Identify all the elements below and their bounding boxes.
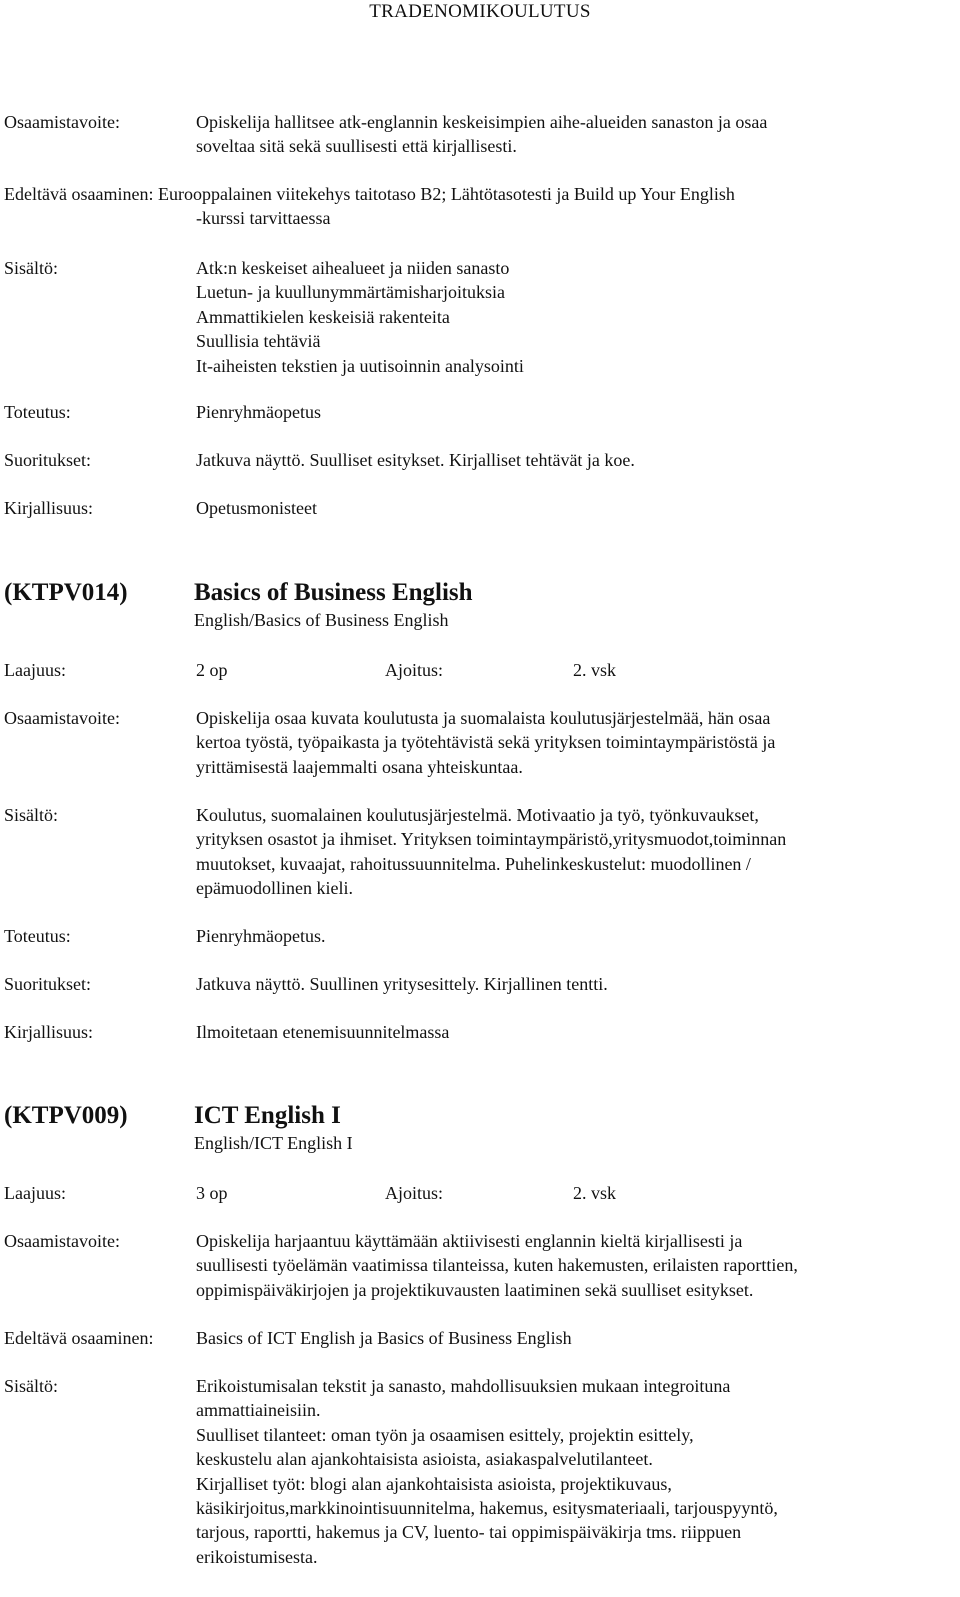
prereq-text-line: Eurooppalainen viitekehys taitotaso B2; Lähtötasotesti ja Build up Your English [157, 184, 735, 204]
text-line: Koulutus, suomalainen koulutusjärjestelmä. Motivaatio ja työ, työnkuvaukset, [196, 805, 759, 825]
content-text [196, 803, 946, 901]
list-item: Luetun- ja kuullunymmärtämisharjoituksia [196, 282, 505, 303]
list-item: Atk:n keskeiset aihealueet ja niiden sanasto [196, 258, 510, 278]
course-title: Basics of Business English [194, 579, 473, 606]
text-line: tarjous, raportti, hakemus ja CV, luento- tai oppimispäiväkirja tms. riippuen [196, 1522, 742, 1543]
text-line: Erikoistumisalan tekstit ja sanasto, mahdollisuuksien mukaan integroituna [196, 1376, 731, 1396]
perf-value: Jatkuva näyttö. Suullinen yritysesittely. Kirjallinen tentti. [196, 974, 608, 994]
timing-value: 2. vsk [573, 1183, 617, 1203]
list-item: Suullisia tehtäviä [196, 331, 321, 352]
text-line: keskustelu alan ajankohtaisista asioista, asiakaspalvelutilanteet. [196, 1449, 653, 1470]
course-title: ICT English I [194, 1102, 341, 1129]
goal-label: Osaamistavoite: [4, 112, 120, 132]
prereq-label: Edeltävä osaaminen: [4, 1328, 154, 1348]
scope-value: 2 op [196, 660, 228, 680]
prereq-block [4, 182, 954, 231]
text-line: Suulliset tilanteet: oman työn ja osaamisen esittely, projektin esittely, [196, 1424, 694, 1445]
text-line: Opiskelija hallitsee atk-englannin keskeisimpien aihe-alueiden sanaston ja osaa [196, 112, 768, 132]
scope-label: Laajuus: [4, 660, 66, 680]
course-header-ktpv009 [0, 1101, 960, 1161]
text-line: Opiskelija harjaantuu käyttämään aktiivisesti englannin kieltä kirjallisesti ja [196, 1231, 743, 1251]
perf-label: Suoritukset: [4, 974, 92, 994]
text-line: käsikirjoitus,markkinointisuunnitelma, hakemus, esitysmateriaali, tarjouspyyntö, [196, 1498, 778, 1519]
text-line: Opiskelija osaa kuvata koulutusta ja suomalaista koulutusjärjestelmää, hän osaa [196, 708, 771, 728]
content-text [196, 1374, 946, 1569]
goal-label: Osaamistavoite: [4, 1231, 120, 1251]
text-line: muutokset, kuvaajat, rahoitussuunnitelma. Puhelinkeskustelut: muodollinen / [196, 853, 751, 874]
course-code: (KTPV009) [4, 1102, 128, 1129]
goal-label: Osaamistavoite: [4, 708, 120, 728]
text-line: Kirjalliset työt: blogi alan ajankohtaisista asioista, projektikuvaus, [196, 1473, 672, 1494]
text-line: oppimispäiväkirjojen ja projektikuvausten laatiminen sekä suulliset esitykset. [196, 1279, 754, 1300]
impl-value: Pienryhmäopetus [196, 402, 321, 422]
text-line: soveltaa sitä sekä suullisesti että kirjallisesti. [196, 136, 517, 157]
timing-label: Ajoitus: [385, 1183, 444, 1203]
lit-label: Kirjallisuus: [4, 498, 93, 518]
document-header: TRADENOMIKOULUTUS [369, 1, 591, 22]
timing-label: Ajoitus: [385, 660, 444, 680]
course-subtitle: English/Basics of Business English [194, 610, 449, 630]
perf-value: Jatkuva näyttö. Suulliset esitykset. Kirjalliset tehtävät ja koe. [196, 450, 635, 470]
content-list [196, 256, 946, 378]
text-line: suullisesti työelämän vaatimissa tilanteissa, kuten hakemusten, erilaisten raporttien, [196, 1255, 798, 1276]
prereq-value: Basics of ICT English ja Basics of Business English [196, 1328, 572, 1348]
lit-value: Opetusmonisteet [196, 498, 317, 518]
course-subtitle: English/ICT English I [194, 1133, 353, 1153]
lit-label: Kirjallisuus: [4, 1022, 93, 1042]
content-label: Sisältö: [4, 258, 59, 278]
perf-label: Suoritukset: [4, 450, 92, 470]
list-item: It-aiheisten tekstien ja uutisoinnin analysointi [196, 355, 524, 376]
course-header-ktpv014 [0, 578, 960, 638]
text-line: ammattiaineisiin. [196, 1400, 321, 1421]
impl-label: Toteutus: [4, 926, 71, 946]
goal-text [196, 110, 946, 159]
content-label: Sisältö: [4, 805, 59, 825]
list-item: Ammattikielen keskeisiä rakenteita [196, 306, 450, 327]
lit-value: Ilmoitetaan etenemisuunnitelmassa [196, 1022, 450, 1042]
text-line: epämuodollinen kieli. [196, 878, 353, 899]
text-line: kertoa työstä, työpaikasta ja työtehtävistä sekä yrityksen toimintaympäristöstä ja [196, 732, 776, 753]
impl-label: Toteutus: [4, 402, 71, 422]
impl-value: Pienryhmäopetus. [196, 926, 326, 946]
goal-text [196, 1229, 946, 1302]
prereq-text-line: -kurssi tarvittaessa [196, 208, 331, 229]
course-code: (KTPV014) [4, 579, 128, 606]
timing-value: 2. vsk [573, 660, 617, 680]
content-label: Sisältö: [4, 1376, 59, 1396]
prereq-label: Edeltävä osaaminen: [4, 184, 154, 204]
text-line: erikoistumisesta. [196, 1546, 318, 1567]
scope-label: Laajuus: [4, 1183, 66, 1203]
text-line: yrityksen osastot ja ihmiset. Yrityksen toimintaympäristö,yritysmuodot,toiminnan [196, 829, 787, 850]
goal-text [196, 706, 946, 779]
text-line: yrittämisestä laajemmalti osana yhteiskuntaa. [196, 756, 523, 777]
scope-value: 3 op [196, 1183, 228, 1203]
